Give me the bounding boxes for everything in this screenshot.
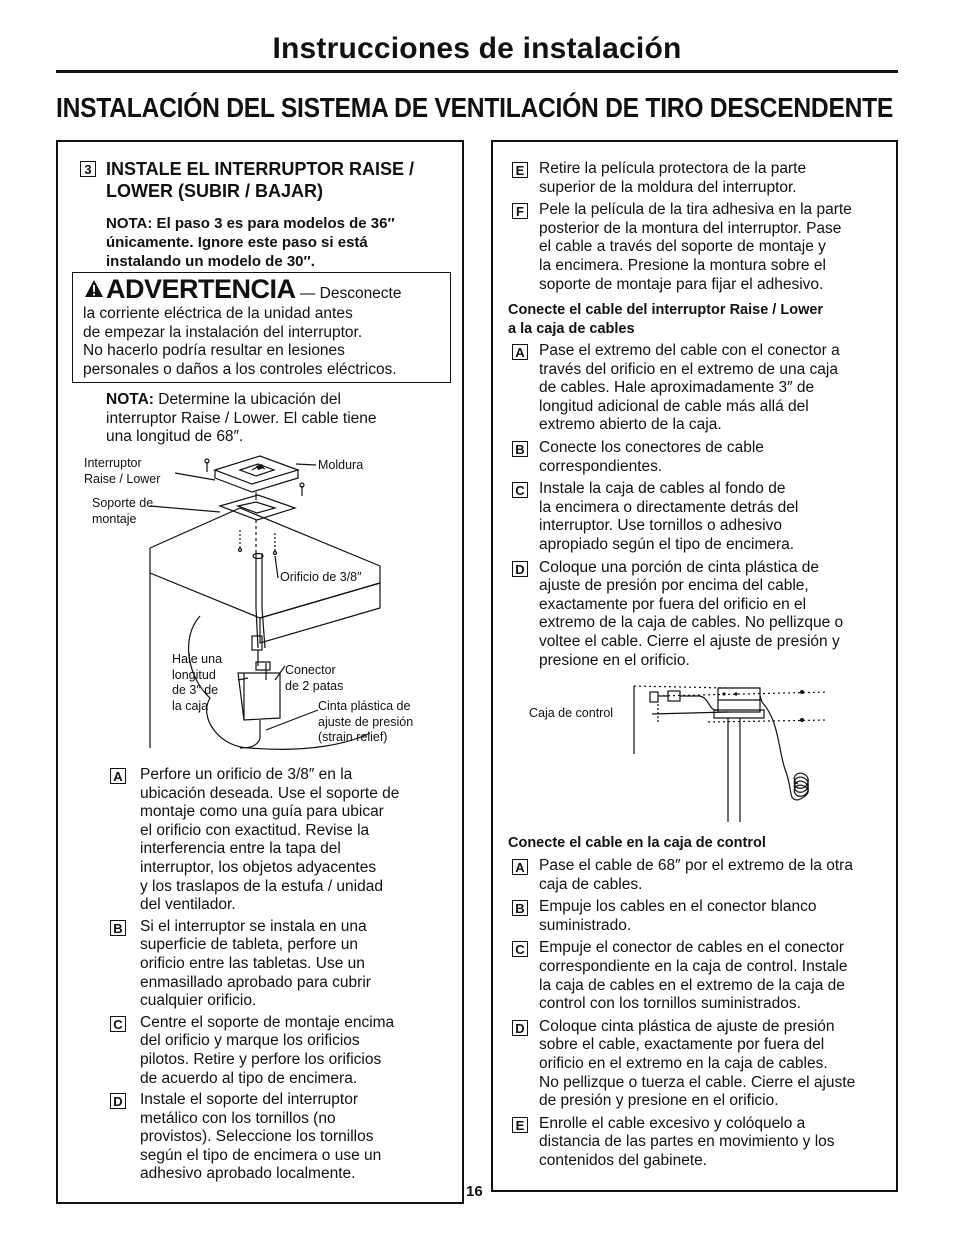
item-line: del ventilador.	[140, 896, 236, 914]
item-line: contenidos del gabinete.	[539, 1151, 708, 1169]
heading-line-1: Conecte el cable del interruptor Raise / Lower	[508, 302, 824, 318]
item-line: orificio entre las tabletas. Use un	[140, 954, 365, 972]
item-line: montaje como una guía para ubicar	[140, 803, 384, 821]
item-line: interruptor. Use tornillos o adhesivo	[539, 517, 782, 535]
step-letter-a: A	[512, 859, 528, 875]
item-line: soporte de montaje para fijar el adhesivo.	[539, 275, 824, 293]
fig-label-hale-1: Hale una	[172, 652, 223, 666]
step-letter-c: C	[512, 482, 528, 498]
item-line: Empuje el conector de cables en el conector	[539, 939, 845, 957]
list-item	[512, 480, 892, 554]
item-line: longitud adicional de cable más allá del	[539, 397, 809, 415]
item-line: provistos). Seleccione los tornillos	[140, 1128, 374, 1146]
item-line: Centre el soporte de montaje encima	[140, 1013, 395, 1031]
step-letter-c: C	[512, 941, 528, 957]
step-letter-b: B	[110, 920, 126, 936]
item-line: Pase el extremo del cable con el conector a	[539, 342, 840, 359]
item-line: presione en el orificio.	[539, 651, 690, 669]
fig-label-conector-1: Conector	[285, 663, 336, 677]
item-line: apropiado según el tipo de encimera.	[539, 535, 795, 553]
item-line: Instale el soporte del interruptor	[140, 1091, 358, 1109]
item-line: enmasillado aprobado para cubrir	[140, 973, 371, 991]
list-item	[512, 160, 892, 197]
list-item	[512, 857, 892, 894]
item-line: control con los tornillos suministrados.	[539, 995, 801, 1013]
item-line: interferencia entre la tapa del	[140, 840, 341, 858]
fig-label-soporte-1: Soporte de	[92, 496, 154, 510]
fig-label-interruptor	[84, 456, 160, 487]
item-line: Empuje los cables en el conector blanco	[539, 898, 817, 916]
page-number: 16	[466, 1183, 483, 1200]
fig-label-hale-2: longitud	[172, 667, 216, 682]
item-line: orificio en el extremo en la caja de cables.	[539, 1054, 828, 1072]
fig-label-conector-2: de 2 patas	[285, 678, 344, 693]
item-line: la caja de cables en el extremo de la caja de	[539, 976, 845, 994]
item-line: correspondientes.	[539, 457, 663, 475]
step-title-line-2: LOWER (SUBIR / BAJAR)	[106, 181, 323, 201]
item-line: Coloque una porción de cinta plástica de	[539, 558, 820, 576]
step-letter-a: A	[512, 344, 528, 360]
item-line: través del orificio en el extremo de una caja	[539, 360, 838, 378]
nota-2-label: NOTA:	[106, 391, 154, 408]
right-mid-steps	[512, 342, 892, 670]
item-line: Si el interruptor se instala en una	[140, 917, 367, 935]
list-item	[512, 1115, 892, 1171]
fig-label-cinta	[318, 699, 413, 746]
step-letter-f: F	[512, 203, 528, 219]
fig-label-soporte	[92, 496, 153, 527]
item-line: el orificio con exactitud. Revise la	[140, 821, 370, 839]
list-item	[512, 439, 892, 476]
fig-label-cinta-1: Cinta plástica de	[318, 699, 411, 713]
item-line: suministrado.	[539, 916, 632, 934]
heading-line-2: a la caja de cables	[508, 320, 635, 337]
list-item	[110, 766, 455, 915]
heading-connect-cable-box	[508, 301, 893, 338]
item-line: interruptor, los objetos adyacentes	[140, 858, 377, 876]
warning-word: ADVERTENCIA	[106, 274, 296, 304]
nota-1-line-1: El paso 3 es para modelos de 36″	[152, 215, 395, 232]
step-letter-d: D	[512, 561, 528, 577]
step-letter-e: E	[512, 1117, 528, 1133]
warning-text	[83, 305, 449, 379]
step-title	[106, 158, 456, 202]
item-line: el cable a través del soporte de montaje y	[539, 238, 826, 256]
fig-label-soporte-2: montaje	[92, 511, 137, 526]
item-line: voltee el cable. Cierre el ajuste de presión y	[539, 632, 840, 650]
warning-line-4: personales o daños a los controles eléctricos.	[83, 360, 397, 378]
heading-connect-control-box: Conecte el cable en la caja de control	[508, 835, 766, 851]
title-rule	[56, 70, 898, 73]
item-line: adhesivo aprobado localmente.	[140, 1165, 356, 1183]
fig-label-orificio: Orificio de 3/8″	[280, 570, 362, 584]
nota-1-label: NOTA:	[106, 215, 153, 232]
step-number-box: 3	[80, 161, 96, 177]
fig-label-interruptor-1: Interruptor	[84, 456, 142, 470]
item-line: del orificio y marque los orificios	[140, 1032, 360, 1050]
item-line: sobre el cable, exactamente por fuera del	[539, 1036, 825, 1054]
nota-1	[106, 214, 451, 271]
item-line: pilotos. Retire y perfore los orificios	[140, 1050, 382, 1068]
step-letter-c: C	[110, 1016, 126, 1032]
list-item	[512, 342, 892, 435]
item-line: Perfore un orificio de 3/8″ en la	[140, 766, 353, 783]
warning-line-2: de empezar la instalación del interruptor.	[83, 323, 363, 341]
item-line: según el tipo de encimera o use un	[140, 1146, 382, 1164]
item-line: Retire la película protectora de la parte	[539, 160, 807, 177]
step-letter-d: D	[110, 1093, 126, 1109]
control-box-illustration	[628, 682, 848, 832]
item-line: ubicación deseada. Use el soporte de	[140, 784, 400, 802]
nota-1-line-3: instalando un modelo de 30″.	[106, 253, 315, 270]
item-line: Conecte los conectores de cable	[539, 438, 764, 456]
item-line: correspondiente en la caja de control. Instale	[539, 957, 848, 975]
list-item	[512, 1018, 892, 1111]
item-line: extremo de la caja de cables. No pellizque o	[539, 614, 844, 632]
fig-label-hale	[172, 652, 222, 714]
item-line: la encimera. Presione la montura sobre el	[539, 256, 826, 274]
nota-2-line-2: interruptor Raise / Lower. El cable tiene	[106, 409, 377, 427]
nota-2-line-1: Determine la ubicación del	[153, 391, 341, 408]
list-item	[512, 201, 892, 294]
item-line: exactamente por fuera del orificio en el	[539, 595, 807, 613]
item-line: cualquier orificio.	[140, 992, 257, 1010]
item-line: Pele la película de la tira adhesiva en la parte	[539, 201, 852, 219]
fig-label-cinta-2: ajuste de presión	[318, 714, 414, 729]
warning-heading	[84, 274, 401, 305]
item-line: ajuste de presión por encima del cable,	[539, 577, 809, 595]
fig-label-conector	[285, 663, 343, 694]
list-item	[512, 939, 892, 1013]
section-title: INSTALACIÓN DEL SISTEMA DE VENTILACIÓN DE TIRO DESCENDENTE	[56, 92, 894, 123]
item-line: Pase el cable de 68″ por el extremo de la otra	[539, 857, 853, 874]
step-title-line-1: INSTALE EL INTERRUPTOR RAISE /	[106, 159, 415, 179]
item-line: distancia de las partes en movimiento y los	[539, 1133, 835, 1151]
right-bottom-steps	[512, 857, 892, 1171]
step-letter-d: D	[512, 1020, 528, 1036]
fig-label-moldura: Moldura	[318, 458, 364, 472]
list-item	[110, 918, 455, 1011]
item-line: No pellizque o tuerza el cable. Cierre el ajuste	[539, 1073, 856, 1091]
warning-triangle-icon	[84, 279, 104, 298]
item-line: Enrolle el cable excesivo y colóquelo a	[539, 1114, 806, 1132]
item-line: extremo abierto de la caja.	[539, 416, 722, 434]
nota-1-line-2: únicamente. Ignore este paso si está	[106, 234, 368, 251]
fig-label-caja-de-control: Caja de control	[529, 706, 614, 720]
item-line: superior de la moldura del interruptor.	[539, 178, 797, 196]
list-item	[110, 1014, 455, 1088]
item-line: posterior de la montura del interruptor. Pase	[539, 219, 842, 237]
item-line: Coloque cinta plástica de ajuste de presión	[539, 1017, 835, 1035]
warning-line-3: No hacerlo podría resultar en lesiones	[83, 342, 345, 360]
item-line: de acuerdo al tipo de encimera.	[140, 1069, 358, 1087]
nota-2	[106, 391, 451, 447]
fig-label-hale-3: de 3″ de	[172, 683, 219, 697]
nota-2-line-3: una longitud de 68″.	[106, 428, 244, 446]
item-line: caja de cables.	[539, 875, 643, 893]
list-item	[512, 898, 892, 935]
item-line: y los traslapos de la estufa / unidad	[140, 877, 383, 895]
list-item	[110, 1091, 455, 1184]
step-letter-b: B	[512, 441, 528, 457]
step-letter-a: A	[110, 768, 126, 784]
item-line: de cables. Hale aproximadamente 3″ de	[539, 379, 815, 397]
right-top-steps	[512, 160, 892, 294]
item-line: la encimera o directamente detrás del	[539, 498, 799, 516]
fig-label-cinta-3: (strain relief)	[318, 730, 388, 744]
warning-dash-text: — Desconecte	[295, 285, 402, 302]
warning-line-1: la corriente eléctrica de la unidad antes	[83, 305, 353, 322]
list-item	[512, 559, 892, 671]
page-title: Instrucciones de instalación	[272, 32, 682, 65]
left-steps-list	[110, 766, 455, 1184]
step-letter-b: B	[512, 900, 528, 916]
fig-label-interruptor-2: Raise / Lower	[84, 471, 161, 486]
item-line: de presión y presione en el orificio.	[539, 1092, 779, 1110]
step-letter-e: E	[512, 162, 528, 178]
item-line: superficie de tableta, perfore un	[140, 936, 358, 954]
fig-label-hale-4: la caja	[172, 698, 209, 713]
item-line: Instale la caja de cables al fondo de	[539, 480, 786, 498]
item-line: metálico con los tornillos (no	[140, 1109, 336, 1127]
